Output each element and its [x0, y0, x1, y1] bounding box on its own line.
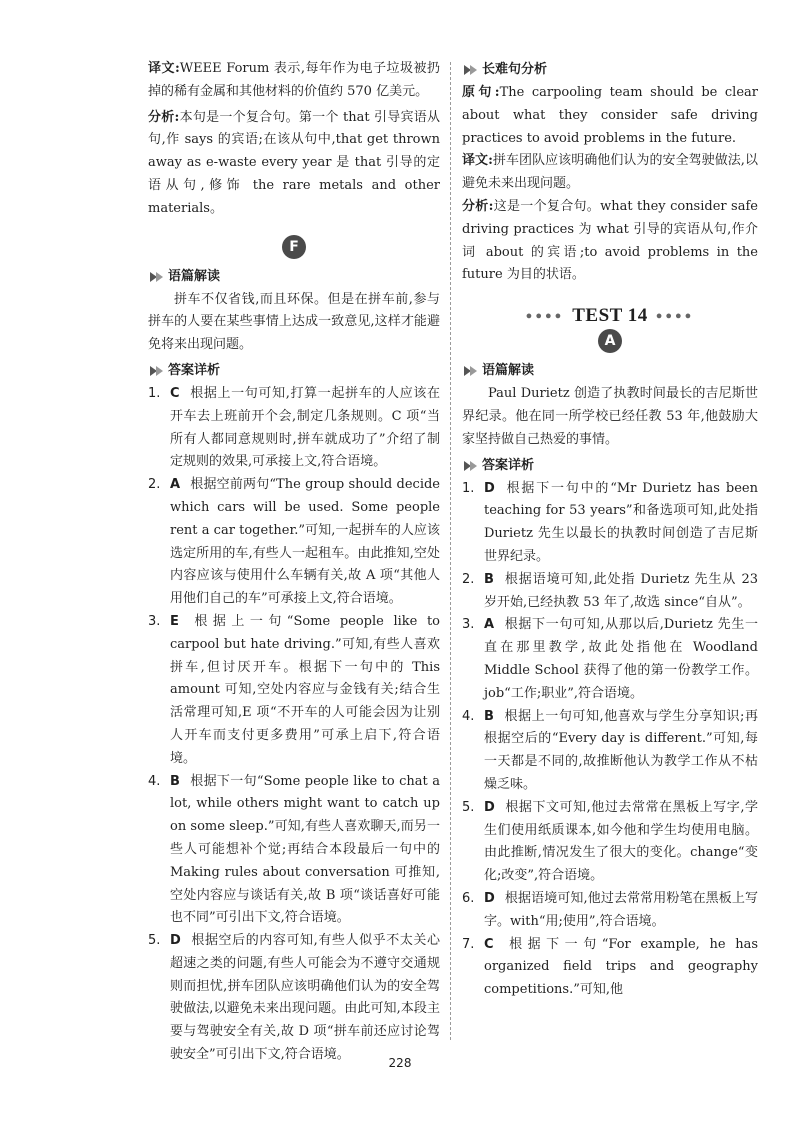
item-number: 1.: [148, 385, 161, 401]
item-number: 7.: [462, 936, 475, 952]
decorative-dots-icon: ●●●●: [525, 310, 565, 323]
item-number: 4.: [462, 708, 475, 724]
item-number: 2.: [148, 477, 161, 493]
section-arrow-icon: [150, 272, 157, 282]
answer-explanation: 根据空前两句“The group should decide which cars will be used. Some people rent a car together.”可知,一起拼车的人应该选定所用的车,有些人一起租车。由此推知,空处内容应该与使用什么车辆有关,故 A 项“其他人用他们自己的车”可承接上文,符合语境。: [170, 477, 440, 607]
section-arrow-icon: [150, 366, 157, 376]
reading-summary: 拼车不仅省钱,而且环保。但是在拼车前,参与拼车的人要在某些事情上达成一致意见,这样才能避免将来出现问题。: [148, 291, 440, 353]
long-sentence-heading: 长难句分析: [462, 58, 758, 82]
original-sentence: 原句:The carpooling team should be clear about what they consider safe driving practices to avoid problems in the future.: [462, 85, 758, 146]
answer-letter: D: [484, 890, 495, 906]
left-column: [148, 58, 440, 1067]
answer-explanation: 根据下一句中的“Mr Durietz has been teaching for 53 years”和备选项可知,此处指 Durietz 先生以最长的执教时间创造了吉尼斯世界纪录。: [484, 480, 758, 564]
analysis-paragraph: 分析:本句是一个复合句。第一个 that 引导宾语从句,作 says 的宾语;在该从句中,that get thrown away as e-waste every year 是 that 引导的定语从句,修饰 the rare metals and other materials。: [148, 109, 440, 216]
test-heading: ●●●● TEST 14 ●●●●: [525, 305, 695, 327]
answer-explanation: 根据上一句“Some people like to carpool but hate driving.”可知,有些人喜欢拼车,但讨厌开车。根据下一句中的 This amount 可知,空处内容应与金钱有关;结合生活常理可知,E 项“不开车的人可能会因为让别人开车而支付更多费用”可承上启下,符合语境。: [170, 613, 440, 766]
answer-item: [148, 930, 440, 1067]
answer-explanation: 根据下一句“Some people like to chat a lot, while others might want to catch up on some sleep.”可知,有些人喜欢聊天,而另一些人可能想补个觉;再结合本段最后一句中的 Making rules about conversation 可推知,空处内容应与谈话有关,故 B 项“谈话喜好可能也不同”可引出下文,符合语境。: [170, 773, 440, 926]
column-divider: [450, 62, 451, 1040]
reading-summary: Paul Durietz 创造了执教时间最长的吉尼斯世界纪录。他在同一所学校已经任教 53 年,他鼓励大家坚持做自己热爱的事情。: [462, 386, 758, 447]
decorative-dots-icon: ●●●●: [655, 310, 695, 323]
answer-item: [148, 474, 440, 611]
passage-badge-wrap: [148, 235, 440, 259]
section-arrow-icon: [464, 461, 471, 471]
passage-badge-wrap: [462, 329, 758, 353]
answer-item: [462, 478, 758, 569]
item-number: 3.: [462, 617, 475, 633]
answer-explanation: 根据上一句可知,打算一起拼车的人应该在开车去上班前开个会,制定几条规则。C 项“当所有人都同意规则时,拼车就成功了”介绍了制定规则的效果,可承接上文,符合语境。: [170, 385, 440, 470]
item-number: 6.: [462, 890, 475, 906]
item-number: 3.: [148, 613, 161, 629]
answers-section-heading: 答案详析: [148, 359, 440, 383]
answer-letter: B: [170, 773, 180, 789]
passage-letter-badge: F: [282, 235, 306, 259]
item-number: 5.: [148, 933, 161, 949]
answer-letter: B: [484, 571, 494, 587]
answer-item: [462, 797, 758, 888]
item-number: 2.: [462, 571, 475, 587]
answer-letter: C: [484, 936, 494, 952]
answer-letter: B: [484, 708, 494, 724]
item-number: 1.: [462, 480, 475, 496]
answer-item: [148, 383, 440, 474]
answer-letter: C: [170, 385, 180, 401]
answer-item: [462, 706, 758, 797]
section-arrow-icon: [464, 65, 471, 75]
answer-item: [148, 771, 440, 931]
answer-letter: A: [484, 617, 495, 633]
answer-letter: A: [170, 477, 181, 493]
right-column: [462, 58, 758, 1002]
answer-letter: D: [484, 480, 495, 496]
answer-explanation: 根据下一句“For example, he has organized field trips and geography competitions.”可知,他: [484, 936, 758, 998]
page-number: 228: [388, 1056, 412, 1070]
answer-explanation: 根据语境可知,他过去常常用粉笔在黑板上写字。with“用;使用”,符合语境。: [484, 890, 758, 929]
answer-explanation: 根据空后的内容可知,有些人似乎不太关心超速之类的问题,有些人可能会为不遵守交通规则而担忧,拼车团队应该明确他们认为的安全驾驶做法,以避免未来出现问题。由此可知,本段主要与驾驶安全有关,故 D 项“拼车前还应讨论驾驶安全”可引出下文,符合语境。: [170, 933, 440, 1063]
answer-letter: D: [484, 799, 495, 815]
reading-section-heading: 语篇解读: [462, 359, 758, 383]
passage-letter-badge: A: [598, 329, 622, 353]
answer-item: [462, 888, 758, 934]
answer-explanation: 根据下一句可知,从那以后,Durietz 先生一直在那里教学,故此处指他在 Woodland Middle School 获得了他的第一份教学工作。job“工作;职业”,符合语境。: [484, 617, 758, 701]
reading-section-heading: 语篇解读: [148, 265, 440, 289]
answer-item: [462, 934, 758, 1002]
answer-explanation: 根据上一句可知,他喜欢与学生分享知识;再根据空后的“Every day is different.”可知,每一天都是不同的,故推断他认为教学工作从不枯燥乏味。: [484, 708, 758, 792]
item-number: 4.: [148, 773, 161, 789]
analysis-paragraph: 分析:这是一个复合句。what they consider safe driving practices 为 what 引导的宾语从句,作介词 about 的宾语;to avoid problems in the future 为目的状语。: [462, 198, 758, 283]
translation-paragraph: 译文:拼车团队应该明确他们认为的安全驾驶做法,以避免未来出现问题。: [462, 153, 758, 192]
answer-explanation: 根据语境可知,此处指 Durietz 先生从 23 岁开始,已经执教 53 年了,故选 since“自从”。: [484, 571, 758, 610]
answer-letter: D: [170, 933, 181, 949]
answer-explanation: 根据下文可知,他过去常常在黑板上写字,学生们使用纸质课本,如今他和学生均使用电脑。由此推断,情况发生了很大的变化。change“变化;改变”,符合语境。: [484, 799, 758, 884]
translation-paragraph: 译文:WEEE Forum 表示,每年作为电子垃圾被扔掉的稀有金属和其他材料的价值约 570 亿美元。: [148, 61, 440, 99]
answer-item: [462, 569, 758, 615]
answer-letter: E: [170, 613, 179, 629]
answer-item: [462, 614, 758, 705]
answer-item: [148, 611, 440, 771]
item-number: 5.: [462, 799, 475, 815]
answers-section-heading: 答案详析: [462, 454, 758, 478]
section-arrow-icon: [464, 366, 471, 376]
